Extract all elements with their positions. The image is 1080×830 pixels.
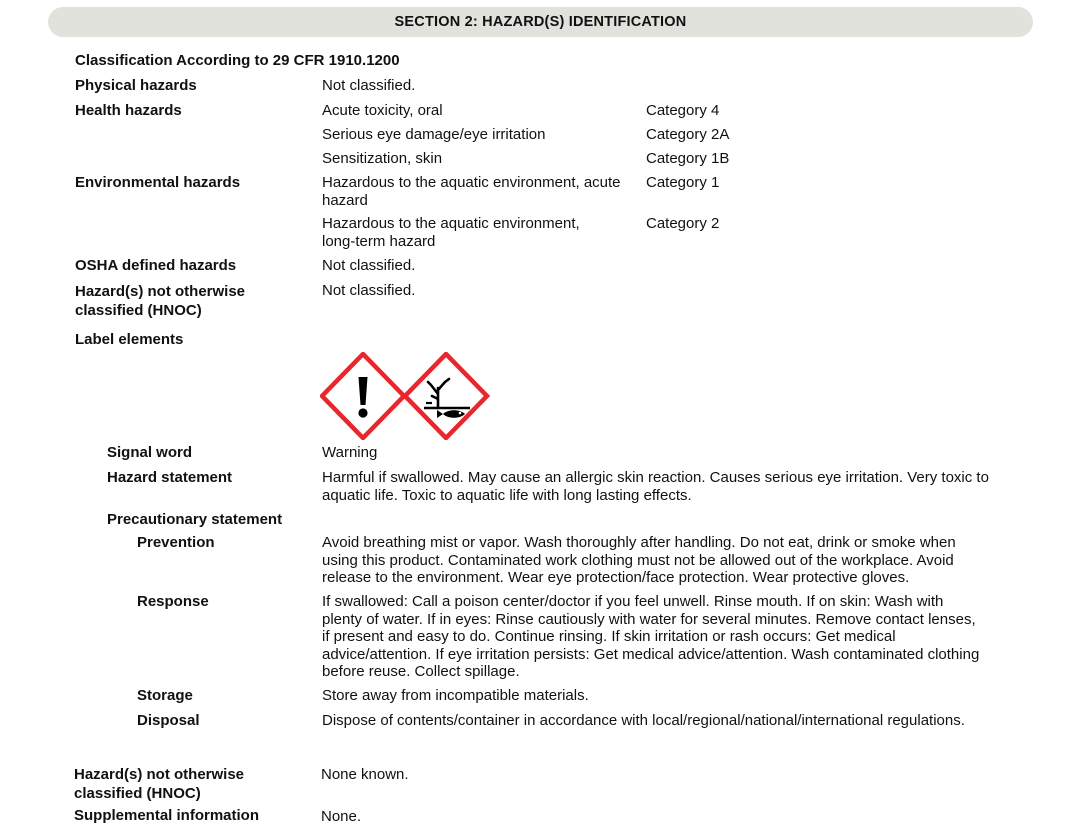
label-elements-heading: Label elements bbox=[75, 331, 184, 348]
prevention-label: Prevention bbox=[137, 534, 215, 551]
precautionary-statement-label: Precautionary statement bbox=[107, 511, 283, 528]
disposal-value: Dispose of contents/container in accordance with local/regional/national/international regulations. bbox=[322, 712, 965, 729]
health-hazard-category: Category 4 bbox=[646, 102, 720, 119]
physical-hazards-label: Physical hazards bbox=[75, 77, 197, 94]
osha-hazards-value: Not classified. bbox=[322, 257, 416, 274]
hazard-statement-label: Hazard statement bbox=[107, 469, 233, 486]
storage-value: Store away from incompatible materials. bbox=[322, 687, 589, 704]
section-header bbox=[48, 7, 1033, 37]
section-title: SECTION 2: HAZARD(S) IDENTIFICATION bbox=[394, 14, 687, 30]
health-hazard-row: Sensitization, skin bbox=[322, 150, 443, 167]
ghs-pictograms bbox=[320, 352, 492, 440]
prevention-value: Avoid breathing mist or vapor. Wash thoroughly after handling. Do not eat, drink or smoke when using this product. Contaminated work clothing must not be allowed out of the workplace. Avoid release to the environment. Wear eye protection/face protection. Wear protective gloves. bbox=[322, 534, 956, 586]
hazard-statement-value: Harmful if swallowed. May cause an allergic skin reaction. Causes serious eye irritation. Very toxic to aquatic life. Toxic to aquatic life with long lasting effects. bbox=[322, 469, 989, 504]
hnoc-label: Hazard(s) not otherwise classified (HNOC) bbox=[75, 283, 246, 319]
signal-word-value: Warning bbox=[322, 444, 378, 461]
health-hazard-category: Category 2A bbox=[646, 126, 730, 143]
response-value: If swallowed: Call a poison center/doctor if you feel unwell. Rinse mouth. If on skin: Wash with plenty of water. If in eyes: Rinse cautiously with water for several minutes. Remove contact lenses, if present and easy to do. Continue rinsing. If skin irritation or rash occurs: Get medical advice/attention. If eye irritation persists: Get medical advice/attention. Wash contaminated clothing before reuse. Collect spillage. bbox=[322, 593, 980, 680]
supplemental-info-label: Supplemental information bbox=[74, 807, 260, 824]
signal-word-label: Signal word bbox=[107, 444, 193, 461]
environmental-hazard-category: Category 2 bbox=[646, 215, 720, 232]
environmental-hazard-category: Category 1 bbox=[646, 174, 720, 191]
response-label: Response bbox=[137, 593, 209, 610]
footer-hnoc-value: None known. bbox=[321, 766, 409, 783]
health-hazard-row: Serious eye damage/eye irritation bbox=[322, 126, 546, 143]
environmental-hazard-row: Hazardous to the aquatic environment, acute hazard bbox=[322, 174, 621, 209]
storage-label: Storage bbox=[137, 687, 193, 704]
classification-heading: Classification According to 29 CFR 1910.1200 bbox=[75, 52, 400, 69]
hnoc-value: Not classified. bbox=[322, 282, 416, 299]
health-hazards-label: Health hazards bbox=[75, 102, 182, 119]
physical-hazards-value: Not classified. bbox=[322, 77, 416, 94]
exclamation-mark-icon bbox=[322, 354, 404, 438]
disposal-label: Disposal bbox=[137, 712, 200, 729]
health-hazard-category: Category 1B bbox=[646, 150, 730, 167]
environmental-hazards-label: Environmental hazards bbox=[75, 174, 241, 191]
footer-hnoc-label: Hazard(s) not otherwise classified (HNOC) bbox=[74, 766, 245, 802]
environmental-hazard-row: Hazardous to the aquatic environment, long-term hazard bbox=[322, 215, 580, 250]
environment-icon bbox=[405, 354, 487, 438]
health-hazard-row: Acute toxicity, oral bbox=[322, 102, 443, 119]
supplemental-info-value: None. bbox=[321, 808, 362, 825]
osha-hazards-label: OSHA defined hazards bbox=[75, 257, 237, 274]
